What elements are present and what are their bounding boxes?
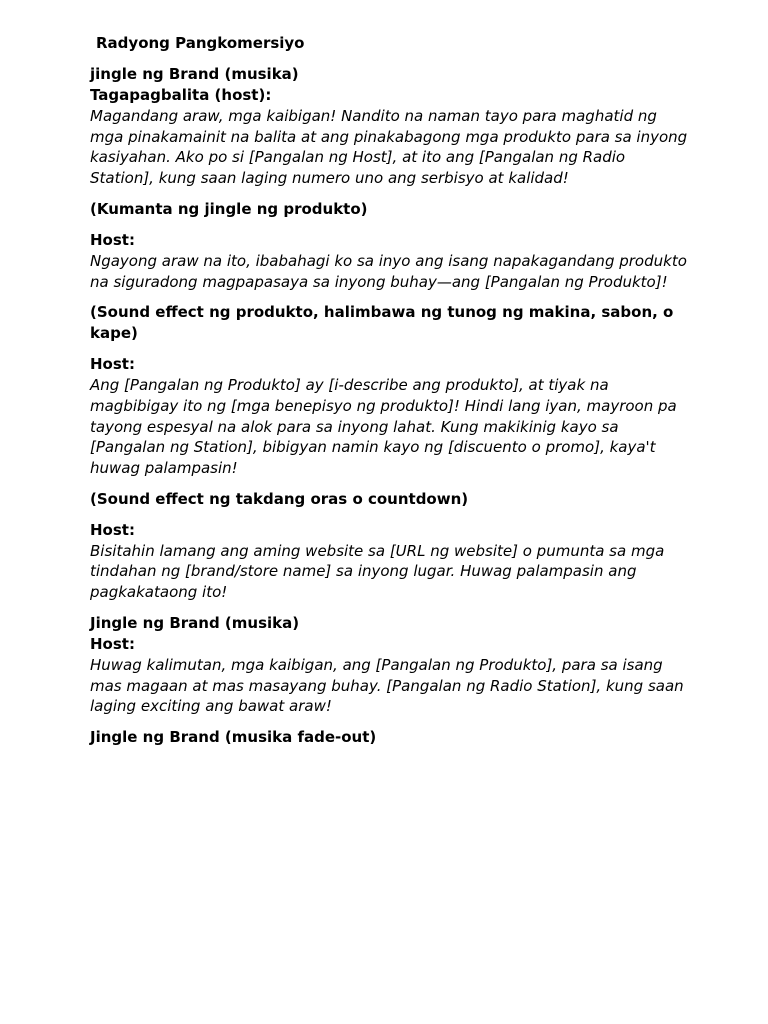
dialogue-line: Bisitahin lamang ang aming website sa [URL ng website] o pumunta sa mga tindahan ng [brand/store name] sa inyong lugar. Huwag palampasin ang pagkakataong ito! xyxy=(90,541,665,602)
speaker-label: Host: xyxy=(90,355,135,374)
dialogue-line: Ang [Pangalan ng Produkto] ay [i-describe ang produkto], at tiyak na magbibigay ito ng [mga benepisyo ng produkto]! Hindi lang iyan, mayroon pa tayong espesyal na alok para sa inyong lahat. Kung makikinig kayo sa [Pangalan ng Station], bibigyan namin kayo ng [discuento o promo], kaya't huwag palampasin! xyxy=(90,376,677,478)
speaker-label: Host: xyxy=(90,634,135,653)
speaker-label: Host: xyxy=(90,230,135,249)
stage-cue: (Sound effect ng takdang oras o countdown) xyxy=(90,489,469,508)
script-document xyxy=(90,33,690,758)
stage-cue: jingle ng Brand (musika) xyxy=(90,65,299,83)
stage-cue: (Kumanta ng jingle ng produkto) xyxy=(90,199,368,218)
speaker-label: Host: xyxy=(90,520,135,539)
dialogue-line: Magandang araw, mga kaibigan! Nandito na naman tayo para maghatid ng mga pinakamainit na balita at ang pinakabagong mga produkto para sa inyong kasiyahan. Ako po si [Pangalan ng Host], at ito ang [Pangalan ng Radio Station], kung saan laging numero uno ang serbisyo at kalidad! xyxy=(90,107,688,188)
dialogue-line: Ngayong araw na ito, ibabahagi ko sa inyo ang isang napakagandang produkto na siguradong magpapasaya sa inyong buhay—ang [Pangalan ng Produkto]! xyxy=(90,251,687,291)
stage-cue: Jingle ng Brand (musika) xyxy=(90,613,300,632)
stage-cue: Jingle ng Brand (musika fade-out) xyxy=(90,727,377,746)
dialogue-line: Huwag kalimutan, mga kaibigan, ang [Pangalan ng Produkto], para sa isang mas magaan at mas masayang buhay. [Pangalan ng Radio Station], kung saan laging exciting ang bawat araw! xyxy=(90,655,684,716)
document-title: Radyong Pangkomersiyo xyxy=(96,34,305,52)
speaker-label: Tagapagbalita (host): xyxy=(90,86,272,104)
stage-cue: (Sound effect ng produkto, halimbawa ng tunog ng makina, sabon, o kape) xyxy=(90,303,674,343)
script-body xyxy=(90,64,690,748)
